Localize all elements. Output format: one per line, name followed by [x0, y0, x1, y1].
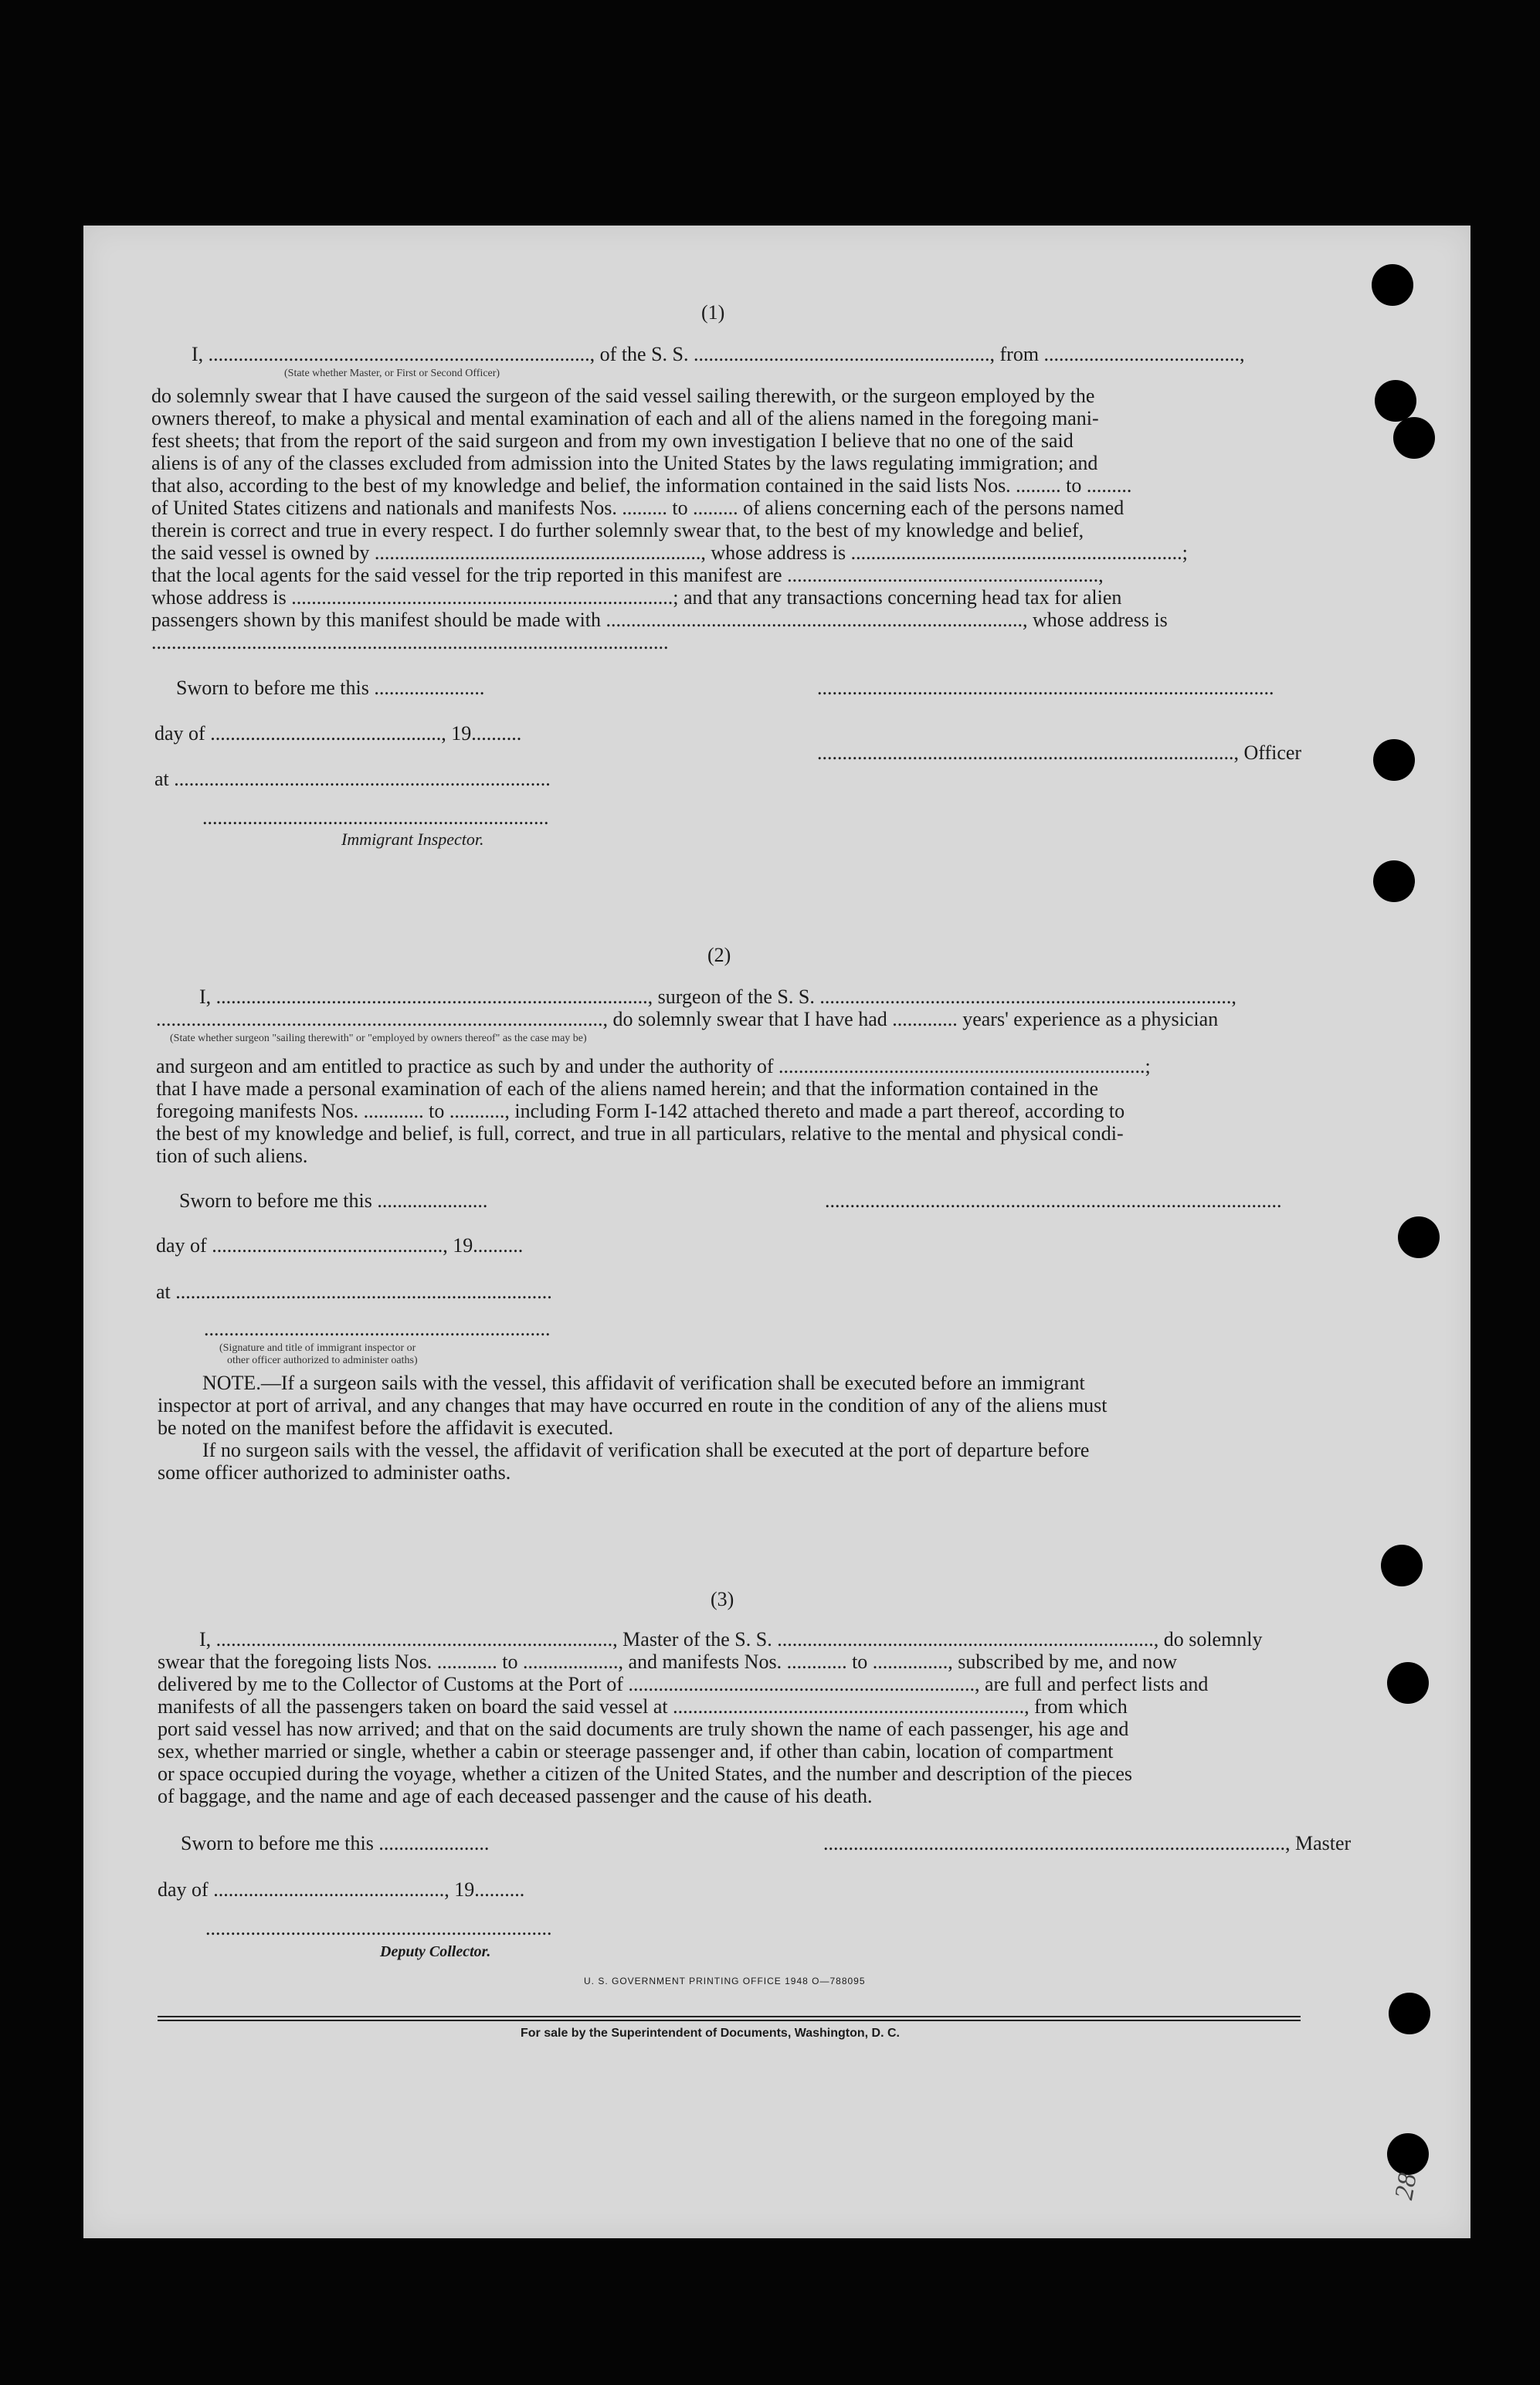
section2-caption: (State whether surgeon "sailing therewith" or "employed by owners thereof" as the case may be): [170, 1033, 587, 1044]
section3-deputy: Deputy Collector.: [380, 1943, 491, 1960]
text-line: and surgeon and am entitled to practice as such by and under the authority of .........................................................................;: [156, 1055, 1151, 1077]
text-line: of baggage, and the name and age of each deceased passenger and the cause of his death.: [158, 1785, 873, 1807]
text-line: I, ..............................................................................., Master of the S. S. ..........................................................................., do solemnly: [199, 1628, 1263, 1651]
section1-day: day of .............................................., 19..........: [154, 722, 522, 745]
punch-hole: [1387, 2133, 1429, 2175]
footer-text: For sale by the Superintendent of Documents, Washington, D. C.: [521, 2027, 900, 2040]
section2-day: day of .............................................., 19..........: [156, 1234, 524, 1257]
gpo-imprint: U. S. GOVERNMENT PRINTING OFFICE 1948 O—788095: [584, 1976, 866, 1986]
form-page: [83, 226, 1470, 2238]
section3-master-line: ............................................................................................, Master: [823, 1832, 1352, 1854]
punch-hole: [1389, 1993, 1430, 2034]
section1-at: at ...........................................................................: [154, 768, 551, 790]
section2-inspector-sign-line: .....................................................................: [204, 1318, 551, 1340]
text-line: tion of such aliens.: [156, 1145, 308, 1167]
section2-line1: I, ......................................................................................, surgeon of the S. S. ..................................................................................,: [199, 986, 1236, 1008]
text-line: some officer authorized to administer oaths.: [158, 1461, 511, 1484]
text-line: inspector at port of arrival, and any changes that may have occurred en route in the condition of any of the aliens must: [158, 1394, 1108, 1416]
section3-deputy-sign-line: .....................................................................: [205, 1917, 552, 1939]
text-line: If no surgeon sails with the vessel, the affidavit of verification shall be executed at the port of departure before: [202, 1439, 1090, 1461]
section1-signature-line: ...........................................................................................: [817, 677, 1274, 699]
text-line: the best of my knowledge and belief, is full, correct, and true in all particulars, relative to the mental and physical condi-: [156, 1122, 1124, 1145]
footer-rule: [158, 2016, 1301, 2017]
text-line: .......................................................................................................: [151, 631, 669, 653]
punch-hole: [1375, 380, 1416, 422]
section3-number: (3): [711, 1588, 734, 1610]
section1-inspector-sign-line: .....................................................................: [202, 806, 549, 829]
punch-hole: [1381, 1545, 1423, 1586]
text-line: sex, whether married or single, whether a cabin or steerage passenger and, if other than cabin, location of compartment: [158, 1740, 1114, 1762]
text-line: the said vessel is owned by ................................................................., whose address is ..................................................................;: [151, 541, 1188, 564]
text-line: port said vessel has now arrived; and that on the said documents are truly shown the name of each passenger, his age and: [158, 1718, 1129, 1740]
punch-hole: [1393, 417, 1435, 459]
section1-inspector: Immigrant Inspector.: [341, 829, 484, 849]
section2-number: (2): [707, 944, 731, 966]
text-line: manifests of all the passengers taken on board the said vessel at ......................................................................, from which: [158, 1695, 1128, 1718]
punch-hole: [1373, 739, 1415, 781]
text-line: fest sheets; that from the report of the said surgeon and from my own investigation I believe that no one of the said: [151, 429, 1074, 452]
punch-hole: [1387, 1662, 1429, 1704]
text-line: or space occupied during the voyage, whether a citizen of the United States, and the number and description of the pieces: [158, 1762, 1133, 1785]
punch-hole: [1398, 1216, 1440, 1258]
section3-sworn: Sworn to before me this ......................: [181, 1832, 490, 1854]
section2-sig-caption-1: (Signature and title of immigrant inspector or: [219, 1342, 416, 1354]
section2-sig-caption-2: other officer authorized to administer oaths): [227, 1355, 418, 1366]
text-line: therein is correct and true in every respect. I do further solemnly swear that, to the best of my knowledge and belief,: [151, 519, 1084, 541]
text-line: that the local agents for the said vessel for the trip reported in this manifest are ..............................................................,: [151, 564, 1104, 586]
text-line: swear that the foregoing lists Nos. ............ to ..................., and manifests Nos. ............ to ..............., subscribed by me, and now: [158, 1651, 1178, 1673]
section2-sworn: Sworn to before me this ......................: [179, 1189, 488, 1212]
text-line: passengers shown by this manifest should be made with ..................................................................................., whose address is: [151, 609, 1168, 631]
text-line: aliens is of any of the classes excluded from admission into the United States by the laws regulating immigration; and: [151, 452, 1098, 474]
section1-number: (1): [701, 301, 725, 324]
footer-rule: [158, 2020, 1301, 2021]
text-line: of United States citizens and nationals and manifests Nos. ......... to ......... of aliens concerning each of the persons named: [151, 497, 1124, 519]
text-line: owners thereof, to make a physical and mental examination of each and all of the aliens named in the foregoing mani-: [151, 407, 1099, 429]
section1-officer-line: ..................................................................................., Officer: [817, 741, 1302, 764]
handwritten-number: 28: [1389, 2170, 1423, 2202]
section2-line2: ........................................................................................., do solemnly swear that I have had ............. years' experience as a physician: [156, 1008, 1219, 1030]
text-line: whose address is ............................................................................; and that any transactions concerning head tax for alien: [151, 586, 1122, 609]
text-line: that also, according to the best of my knowledge and belief, the information contained in the said lists Nos. ......... to .........: [151, 474, 1132, 497]
punch-hole: [1373, 860, 1415, 902]
text-line: NOTE.—If a surgeon sails with the vessel, this affidavit of verification shall be executed before an immigrant: [202, 1372, 1085, 1394]
section2-at: at ...........................................................................: [156, 1281, 552, 1303]
section2-signature-line: ...........................................................................................: [825, 1189, 1282, 1212]
punch-hole: [1372, 264, 1413, 306]
text-line: foregoing manifests Nos. ............ to ..........., including Form I-142 attached thereto and made a part thereof, according to: [156, 1100, 1125, 1122]
section1-line1: I, ............................................................................, of the S. S. ..........................................................., from .......................................,: [192, 343, 1245, 365]
text-line: do solemnly swear that I have caused the surgeon of the said vessel sailing therewith, or the surgeon employed by the: [151, 385, 1095, 407]
text-line: be noted on the manifest before the affidavit is executed.: [158, 1416, 614, 1439]
section1-sworn: Sworn to before me this ......................: [176, 677, 485, 699]
section3-day: day of .............................................., 19..........: [158, 1878, 525, 1901]
section1-caption: (State whether Master, or First or Second Officer): [284, 368, 500, 379]
text-line: that I have made a personal examination of each of the aliens named herein; and that the information contained in the: [156, 1077, 1099, 1100]
text-line: delivered by me to the Collector of Customs at the Port of ....................................................................., are full and perfect lists and: [158, 1673, 1209, 1695]
